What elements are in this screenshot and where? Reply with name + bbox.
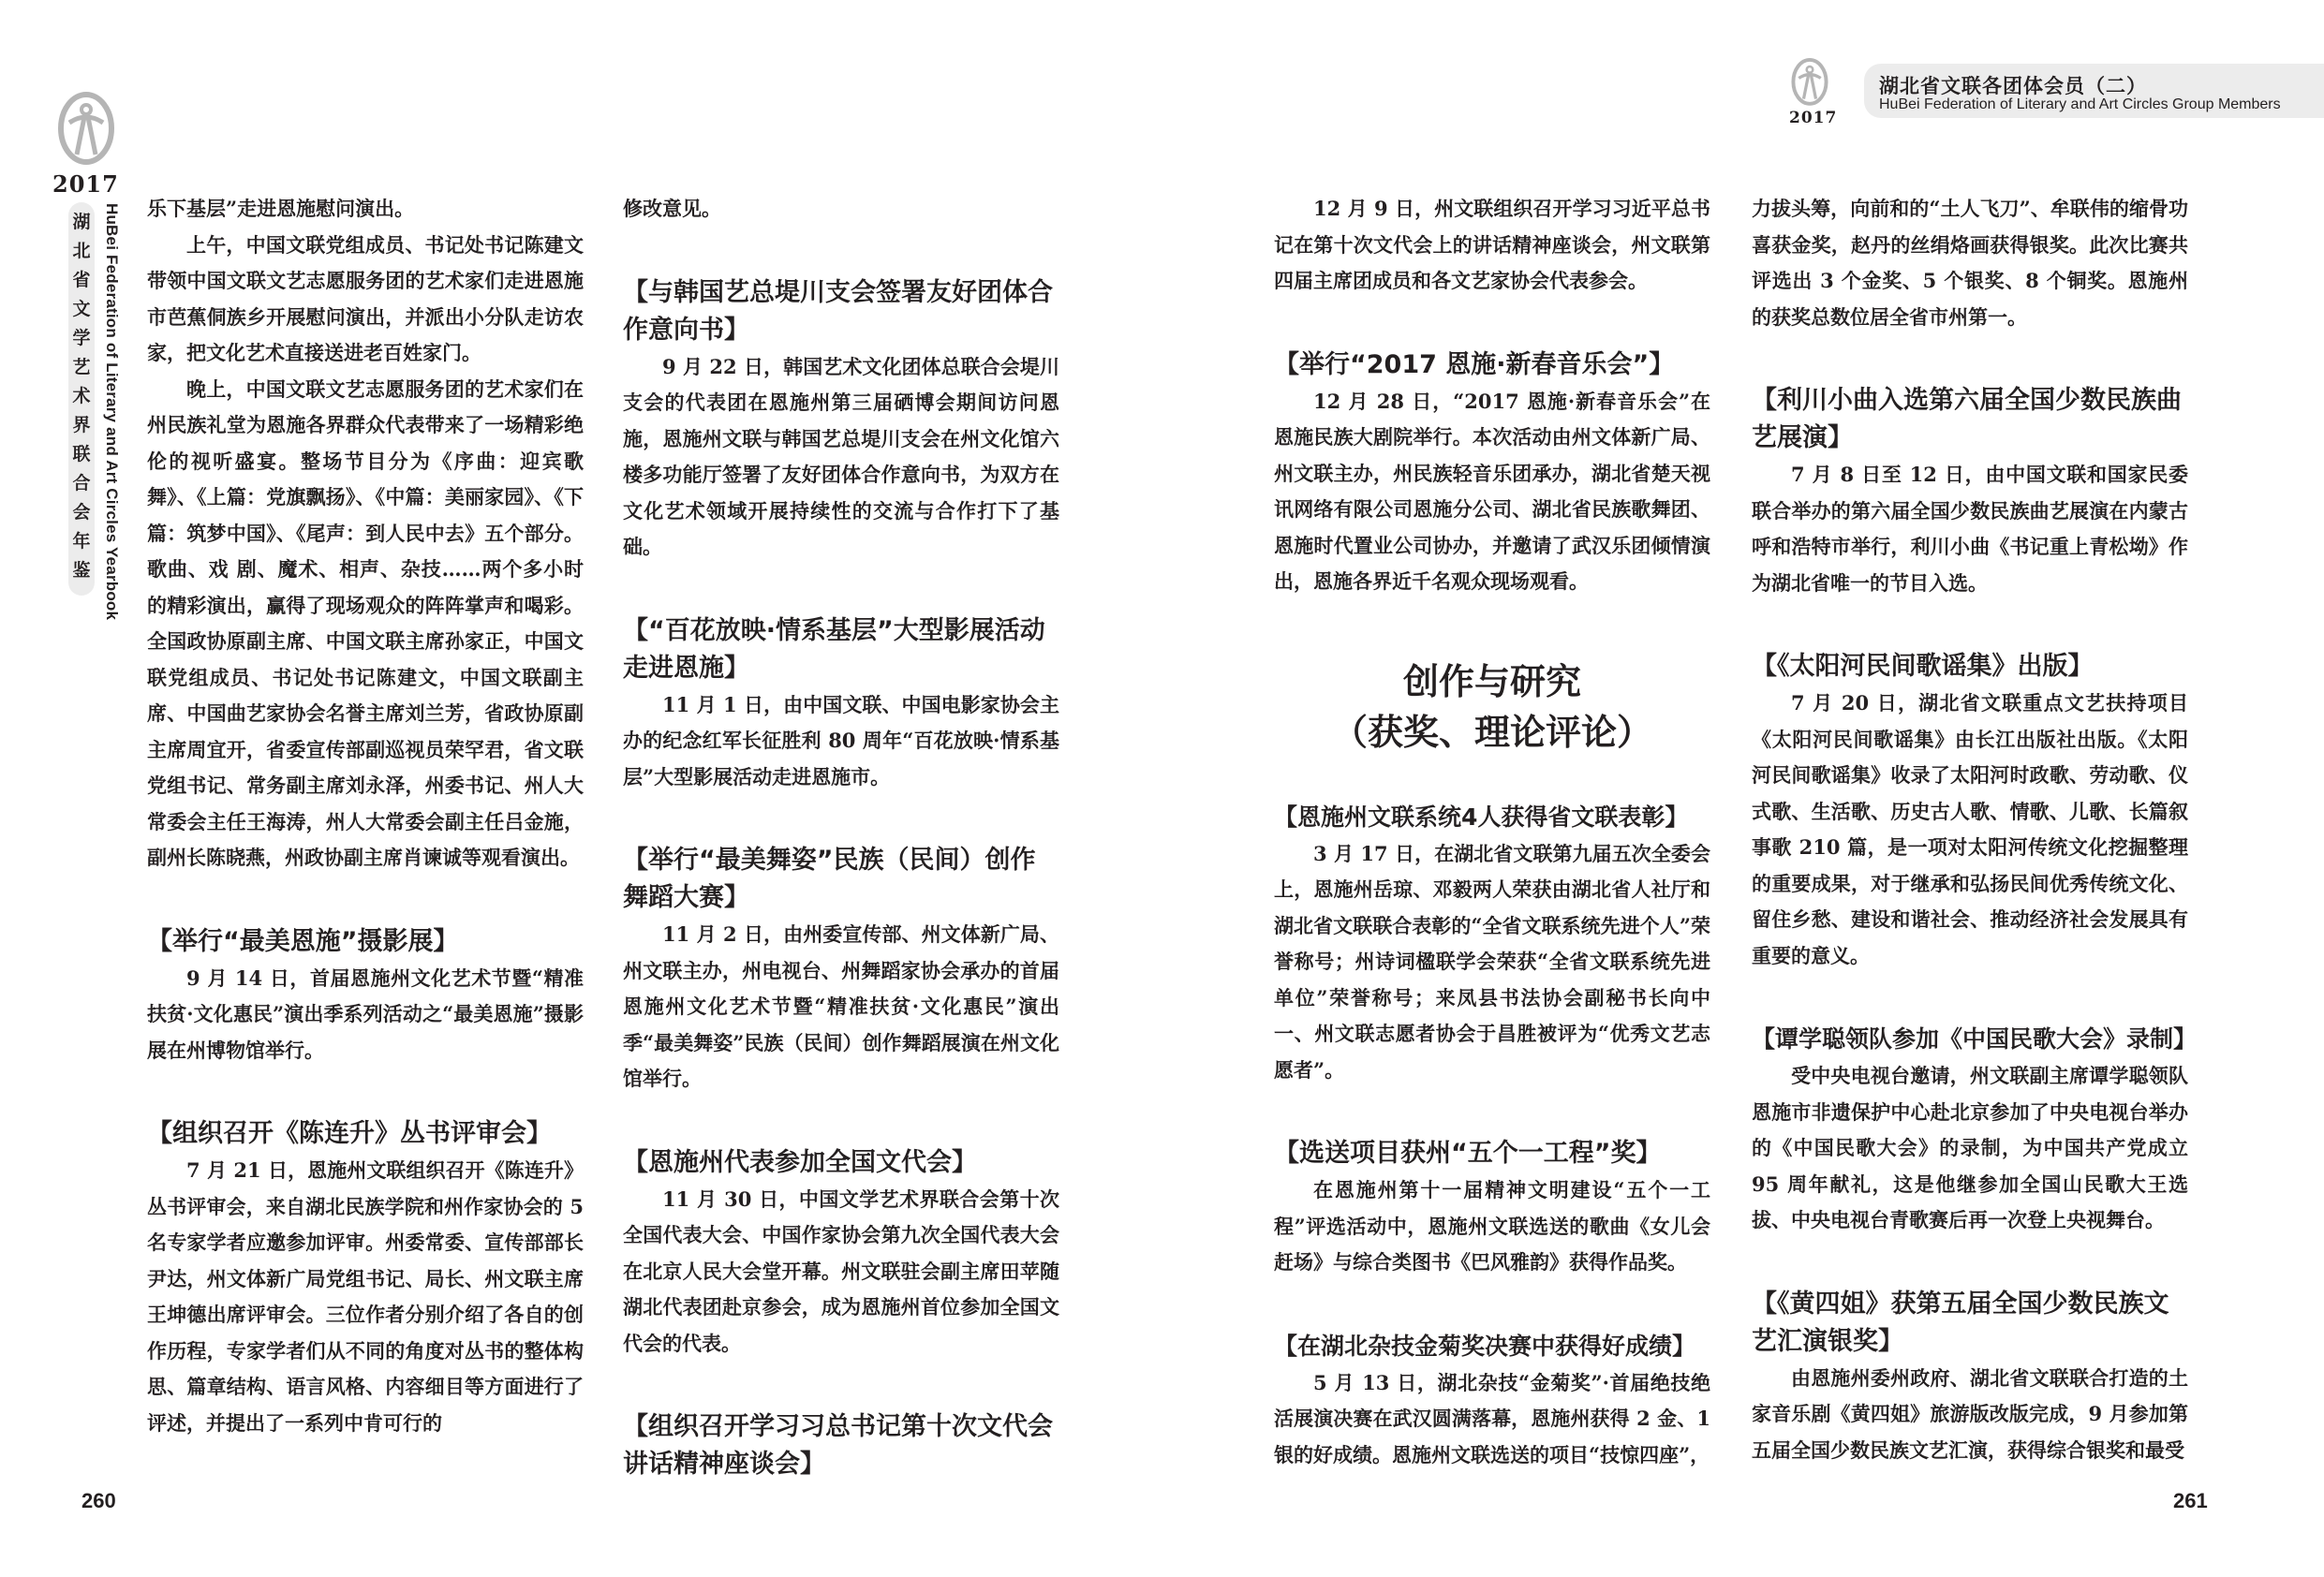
logo-year: 2017 [52,170,119,198]
paragraph: 晚上，中国文联文艺志愿服务团的艺术家们在州民族礼堂为恩施各界群众代表带来了一场精彩绝伦的视听盛宴。整场节目分为《序曲：迎宾歌舞》、《上篇：党旗飘扬》、《中篇：美丽家园》、《下篇：筑梦中国》、《尾声：到人民中去》五个部分。歌曲、戏 剧、魔术、相声、杂技……两个多小时的精彩演出，赢得了现场观众的阵阵掌声和喝彩。全国政协原副主席、中国文联主席孙家正，中国文联党组成员、书记处书记陈建文，中国文联副主席、中国曲艺家协会名誉主席刘兰芳，省政协原副主席周宜开，省委宣传部副巡视员荣罕君，省文联党组书记、常务副主席刘永泽，州委书记、州人大常委会主任王海涛，州人大常委会副主任吕金施，副州长陈晓燕，州政协副主席肖谏诚等观看演出。 [147,376,584,869]
article-heading: 【利川小曲入选第六届全国少数民族曲艺展演】 [1752,386,2182,452]
side-title-en: HuBei Federation of Literary and Art Circles Yearbook [103,203,121,621]
paragraph: 11 月 30 日，中国文学艺术界联合会第十次全国代表大会、中国作家协会第九次全国代表大会在北京人民大会堂开幕。州文联驻会副主席田苹随湖北代表团赴京参会，成为恩施州首位参加全国文代会的代表。 [623,1186,1059,1355]
article-heading: 【组织召开《陈连升》丛书评审会】 [147,1119,552,1148]
article-heading: 【“百花放映·情系基层”大型影展活动走进恩施】 [623,615,1045,683]
article-heading: 【在湖北杂技金菊奖决赛中获得好成绩】 [1274,1332,1696,1360]
paragraph: 乐下基层”走进恩施慰问演出。 [147,197,415,220]
paragraph: 3 月 17 日，在湖北省文联第九届五次全委会上，恩施州岳琼、邓毅两人荣获由湖北省人社厅和湖北省文联联合表彰的“全省文联系统先进个人”荣誉称号；州诗词楹联学会荣获“全省文联系统先进单位”荣誉称号；来凤县书法协会副秘书长向中一、州文联志愿者协会于昌胜被评为“优秀文艺志愿者”。 [1274,841,1710,1082]
paragraph: 9 月 22 日，韩国艺术文化团体总联合会堤川支会的代表团在恩施州第三届硒博会期间访问恩施，恩施州文联与韩国艺总堤川支会在州文化馆六楼多功能厅签署了友好团体合作意向书，为双方在文化艺术领域开展持续性的交流与合作打下了基础。 [623,354,1059,558]
logo-year: 2017 [1789,109,1838,127]
section-subtitle: （获奖、理论评论） [1331,711,1652,753]
article-heading: 【组织召开学习习总书记第十次文代会讲话精神座谈会】 [623,1412,1053,1479]
page-number-left: 260 [81,1489,116,1512]
column-3 [1274,191,1710,1473]
paragraph: 7 月 21 日，恩施州文联组织召开《陈连升》丛书评审会，来自湖北民族学院和州作家协会的 5 名专家学者应邀参加评审。州委常委、宣传部部长尹达，州文体新广局党组书记、局长、州文联主席王坤德出席评审会。三位作者分别介绍了各自的创作历程，专家学者们从不同的角度对丛书的整体构思、篇章结构、语言风格、内容细目等方面进行了评述，并提出了一系列中肯可行的 [147,1158,584,1435]
article-heading: 【举行“2017 恩施·新春音乐会”】 [1274,349,1675,379]
article-heading: 【举行“最美恩施”摄影展】 [147,926,459,956]
paragraph: 上午，中国文联党组成员、书记处书记陈建文带领中国文联文艺志愿服务团的艺术家们走进恩施市芭蕉侗族乡开展慰问演出，并派出小分队走访农家，把文化艺术直接送进老百姓家门。 [147,232,584,364]
side-title-cn: 湖北省文学艺术界联合会年鉴 [72,212,91,581]
article-heading: 【谭学聪领队参加《中国民歌大会》录制】 [1752,1025,2198,1053]
paragraph: 5 月 13 日，湖北杂技“金菊奖”·首届绝技绝活展演决赛在武汉圆满落幕，恩施州获得 2 金、1 银的好成绩。恩施州文联选送的项目“技惊四座”， [1274,1370,1710,1466]
paragraph: 7 月 8 日至 12 日，由中国文联和国家民委联合举办的第六届全国少数民族曲艺展演在内蒙古呼和浩特市举行，利川小曲《书记重上青松坳》作为湖北省唯一的节目入选。 [1752,463,2188,595]
article-heading: 【恩施州文联系统4人获得省文联表彰】 [1274,803,1689,831]
paragraph: 11 月 2 日，由州委宣传部、州文体新广局、州文联主办，州电视台、州舞蹈家协会承办的首届恩施州文化艺术节暨“精准扶贫·文化惠民”演出季“最美舞姿”民族（民间）创作舞蹈展演在州文化馆举行。 [623,922,1059,1090]
article-heading: 【恩施州代表参加全国文代会】 [623,1147,977,1177]
paragraph: 修改意见。 [623,197,721,220]
paragraph: 11 月 1 日，由中国文联、中国电影家协会主办的纪念红军长征胜利 80 周年“百花放映·情系基层”大型影展活动走进恩施市。 [623,692,1059,788]
paragraph: 受中央电视台邀请，州文联副主席谭学聪领队恩施市非遗保护中心赴北京参加了中央电视台举办的《中国民歌大会》的录制，为中国共产党成立 95 周年献礼，这是他继参加全国山民歌大王选拔、中央电视台青歌赛后再一次登上央视舞台。 [1752,1064,2188,1231]
column-4 [1752,191,2198,1468]
paragraph: 12 月 28 日，“2017 恩施·新春音乐会”在恩施民族大剧院举行。本次活动由州文体新广局、州文联主办，州民族轻音乐团承办，湖北省楚天视讯网络有限公司恩施分公司、湖北省民族歌舞团、恩施时代置业公司协办，并邀请了武汉乐团倾情演出，恩施各界近千名观众现场观看。 [1274,389,1710,593]
article-heading: 【举行“最美舞姿”民族（民间）创作舞蹈大赛】 [623,846,1036,912]
column-1 [147,191,584,1441]
article-heading: 【《太阳河民间歌谣集》出版】 [1752,652,2094,681]
paragraph: 力拔头筹，向前和的“土人飞刀”、牟联伟的缩骨功喜获金奖，赵丹的丝绢烙画获得银奖。此次比赛共评选出 3 个金奖、5 个银奖、8 个铜奖。恩施州的获奖总数位居全省市州第一。 [1752,197,2188,329]
paragraph: 由恩施州委州政府、湖北省文联联合打造的土家音乐剧《黄四姐》旅游版改版完成，9 月参加第五届全国少数民族文艺汇演，获得综合银奖和最受 [1752,1365,2188,1462]
paragraph: 12 月 9 日，州文联组织召开学习习近平总书记在第十次文代会上的讲话精神座谈会，州文联第四届主席团成员和各文艺家协会代表参会。 [1274,197,1710,292]
running-header-cn: 湖北省文联各团体会员（二） [1879,75,2147,97]
paragraph: 9 月 14 日，首届恩施州文化艺术节暨“精准扶贫·文化惠民”演出季系列活动之“最美恩施”摄影展在州博物馆举行。 [147,965,584,1062]
running-header-en: HuBei Federation of Literary and Art Circles Group Members [1879,96,2281,112]
section-title: 创作与研究 [1402,660,1581,702]
paragraph: 在恩施州第十一届精神文明建设“五个一工程”评选活动中，恩施州文联选送的歌曲《女儿会赶场》与综合类图书《巴风雅韵》获得作品奖。 [1274,1178,1710,1274]
article-heading: 【《黄四姐》获第五届全国少数民族文艺汇演银奖】 [1752,1289,2169,1356]
column-2 [623,191,1059,1483]
article-heading: 【选送项目获州“五个一工程”奖】 [1274,1139,1662,1168]
page-number-right: 261 [2173,1489,2208,1512]
paragraph: 7 月 20 日，湖北省文联重点文艺扶持项目《太阳河民间歌谣集》由长江出版社出版。《太阳河民间歌谣集》收录了太阳河时政歌、劳动歌、仪式歌、生活歌、历史古人歌、情歌、儿歌、长篇叙事歌 210 篇，是一项对太阳河传统文化挖掘整理的重要成果，对于继承和弘扬民间优秀传统文化、留住乡愁、建设和谐社会、推动经济社会发展具有重要的意义。 [1752,691,2188,967]
article-heading: 【与韩国艺总堤川支会签署友好团体合作意向书】 [623,277,1053,345]
federation-logo-icon [1784,56,1835,109]
federation-logo-icon [49,89,124,169]
